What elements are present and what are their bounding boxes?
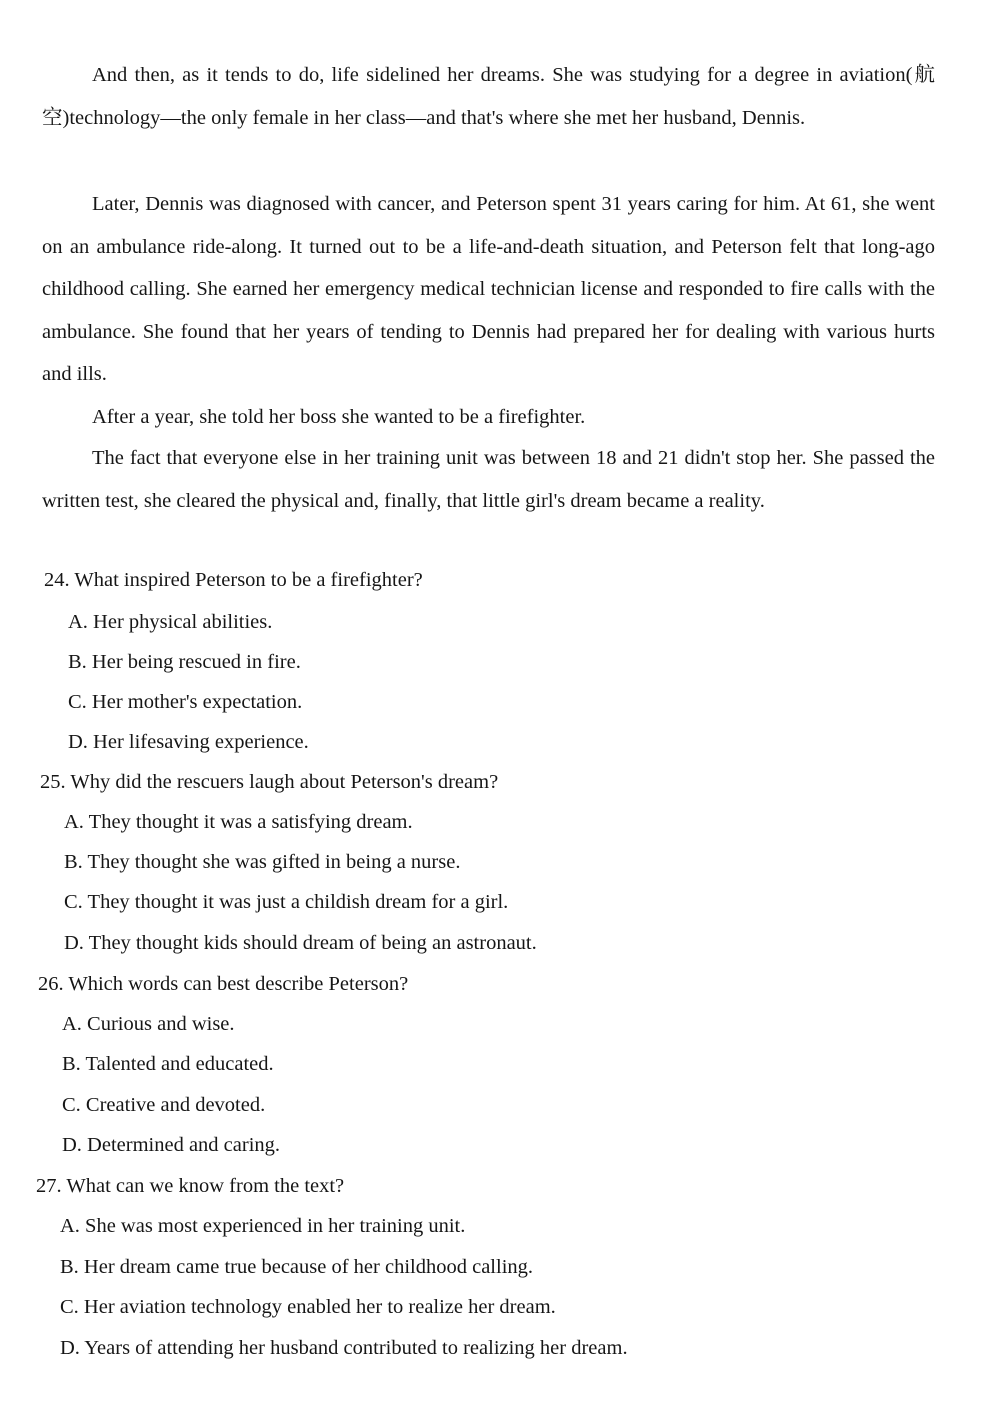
question-24-option-d: D. Her lifesaving experience. [68, 731, 309, 753]
question-27-option-b: B. Her dream came true because of her childhood calling. [60, 1256, 534, 1278]
question-25-option-c: C. They thought it was just a childish dream for a girl. [64, 891, 509, 913]
question-27-option-a: A. She was most experienced in her training unit. [60, 1215, 466, 1237]
question-27-option-c: C. Her aviation technology enabled her to realize her dream. [60, 1296, 556, 1318]
question-25-stem: 25. Why did the rescuers laugh about Peterson's dream? [40, 771, 499, 793]
question-26-option-b: B. Talented and educated. [62, 1053, 274, 1075]
question-25-option-b: B. They thought she was gifted in being a nurse. [64, 851, 461, 873]
question-24-stem: 24. What inspired Peterson to be a firefighter? [44, 569, 423, 591]
question-26-stem: 26. Which words can best describe Peterson? [38, 973, 409, 995]
question-25-option-d: D. They thought kids should dream of being an astronaut. [64, 932, 537, 954]
question-25-option-a: A. They thought it was a satisfying dream. [64, 811, 413, 833]
question-27-stem: 27. What can we know from the text? [36, 1175, 345, 1197]
question-26-option-a: A. Curious and wise. [62, 1013, 235, 1035]
question-26-option-c: C. Creative and devoted. [62, 1094, 266, 1116]
passage-paragraph-1: And then, as it tends to do, life sidelined her dreams. She was studying for a degree in aviation(航空)technology—the only female in her class—and that's where she met her husband, Dennis. [42, 64, 935, 129]
question-27-option-d: D. Years of attending her husband contributed to realizing her dream. [60, 1337, 628, 1359]
question-26-option-d: D. Determined and caring. [62, 1134, 281, 1156]
question-24-option-c: C. Her mother's expectation. [68, 691, 303, 713]
passage-paragraph-3: After a year, she told her boss she wanted to be a firefighter. [92, 406, 586, 428]
question-24-option-a: A. Her physical abilities. [68, 611, 273, 633]
passage-paragraph-4: The fact that everyone else in her training unit was between 18 and 21 didn't stop her. She passed the written test, she cleared the physical and, finally, that little girl's dream became a reality. [42, 447, 935, 512]
passage-paragraph-2: Later, Dennis was diagnosed with cancer, and Peterson spent 31 years caring for him. At 61, she went on an ambulance ride-along. It turned out to be a life-and-death situation, and Peterson felt that long-ago childhood calling. She earned her emergency medical technician license and responded to fire calls with the ambulance. She found that her years of tending to Dennis had prepared her for dealing with various hurts and ills. [42, 193, 935, 386]
question-24-option-b: B. Her being rescued in fire. [68, 651, 301, 673]
